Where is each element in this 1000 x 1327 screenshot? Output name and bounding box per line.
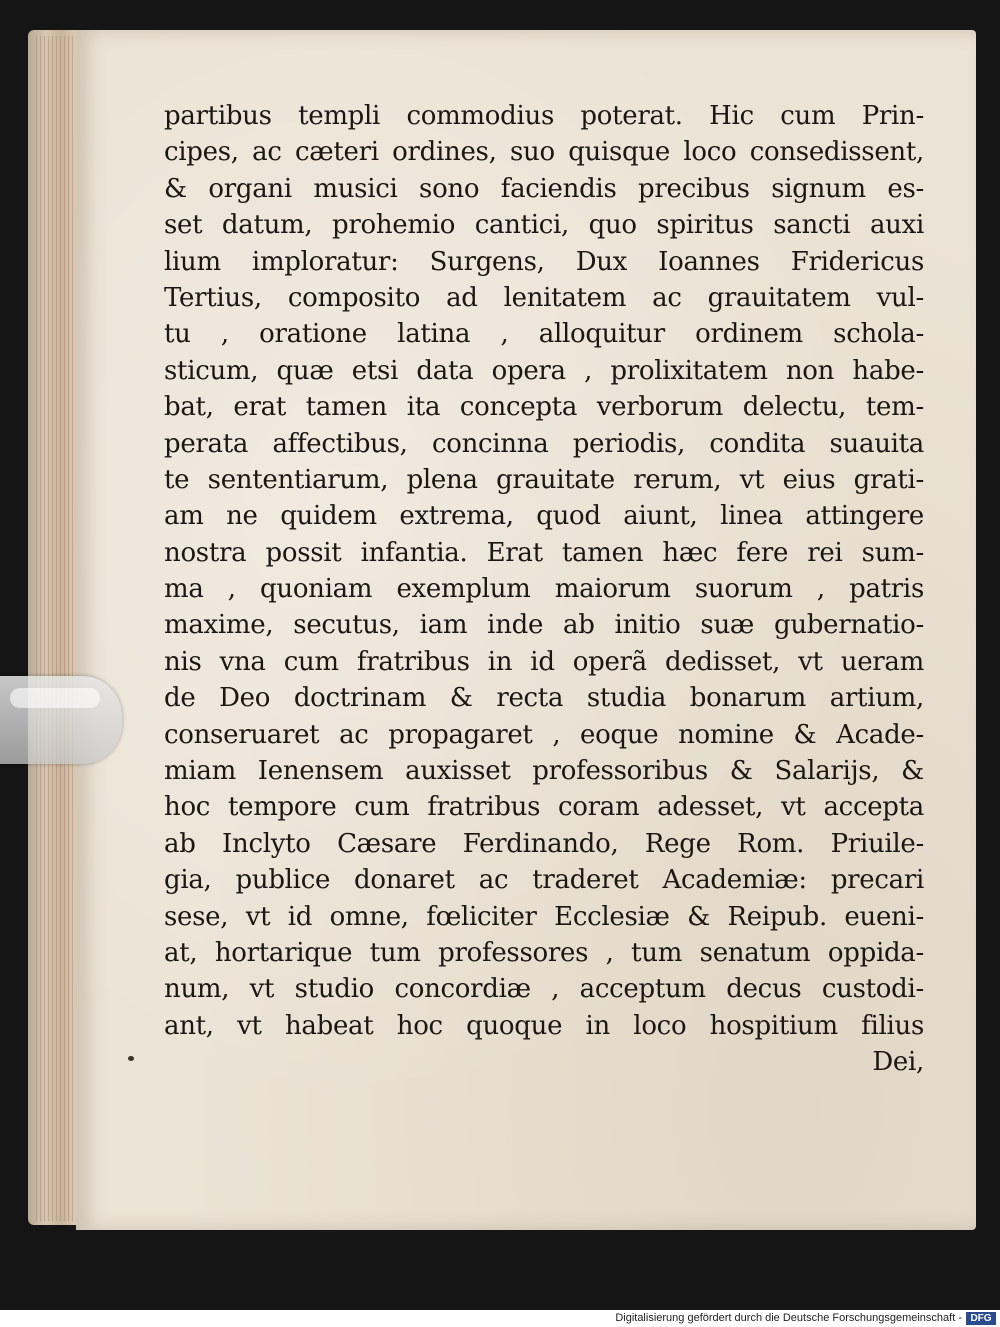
text-line: tu , oratione latina , alloquitur ordinem schola-: [164, 319, 924, 350]
text-line: gia, publice donaret ac traderet Academiæ: precari: [164, 865, 924, 896]
text-line: & organi musici sono faciendis precibus signum es-: [164, 173, 924, 204]
text-line: Tertius, composito ad lenitatem ac grauitatem vul-: [164, 282, 924, 313]
text-line: am ne quidem extrema, quod aiunt, linea attingere: [164, 501, 924, 532]
footer-bar: [0, 1310, 1000, 1327]
page-edge-stripes: [36, 36, 80, 1221]
text-line: ab Inclyto Cæsare Ferdinando, Rege Rom. Priuile-: [164, 828, 924, 859]
text-line: at, hortarique tum professores , tum senatum oppida-: [164, 937, 924, 968]
text-line: set datum, prohemio cantici, quo spiritus sancti auxi: [164, 210, 924, 241]
text-line: ma , quoniam exemplum maiorum suorum , patris: [164, 574, 924, 605]
paper-speck: [128, 1056, 134, 1061]
text-line: de Deo doctrinam & recta studia bonarum artium,: [164, 683, 924, 714]
text-line: miam Ienensem auxisset professoribus & Salarijs, &: [164, 756, 924, 787]
text-line: bat, erat tamen ita concepta verborum delectu, tem-: [164, 392, 924, 423]
text-line: hoc tempore cum fratribus coram adesset, vt accepta: [164, 792, 924, 823]
text-line: num, vt studio concordiæ , acceptum decus custodi-: [164, 974, 924, 1005]
text-line: sticum, quæ etsi data opera , prolixitatem non habe-: [164, 355, 924, 386]
text-line: maxime, secutus, iam inde ab initio suæ gubernatio-: [164, 610, 924, 641]
dfg-credit-text: Digitalisierung gefördert durch die Deutsche Forschungsgemeinschaft -: [615, 1312, 962, 1324]
catchword: Dei,: [872, 1047, 924, 1078]
dfg-logo-icon: DFG: [966, 1312, 996, 1325]
text-line: lium imploratur: Surgens, Dux Ioannes Fridericus: [164, 246, 924, 277]
text-line: perata affectibus, concinna periodis, condita suauita: [164, 428, 924, 459]
page-text-block: [164, 98, 924, 1081]
text-line: nis vna cum fratribus in id operã dedisset, vt ueram: [164, 646, 924, 677]
text-line: sese, vt id omne, fœliciter Ecclesiæ & Reipub. eueni-: [164, 901, 924, 932]
text-line: ant, vt habeat hoc quoque in loco hospitium filius: [164, 1010, 924, 1041]
text-line: conseruaret ac propagaret , eoque nomine & Acade-: [164, 719, 924, 750]
plastic-page-clip: [0, 676, 122, 764]
text-line: cipes, ac cæteri ordines, suo quisque loco consedissent,: [164, 137, 924, 168]
text-line: te sententiarum, plena grauitate rerum, vt eius grati-: [164, 464, 924, 495]
text-line: partibus templi commodius poterat. Hic cum Prin-: [164, 101, 924, 131]
text-line: nostra possit infantia. Erat tamen hæc fere rei sum-: [164, 537, 924, 568]
